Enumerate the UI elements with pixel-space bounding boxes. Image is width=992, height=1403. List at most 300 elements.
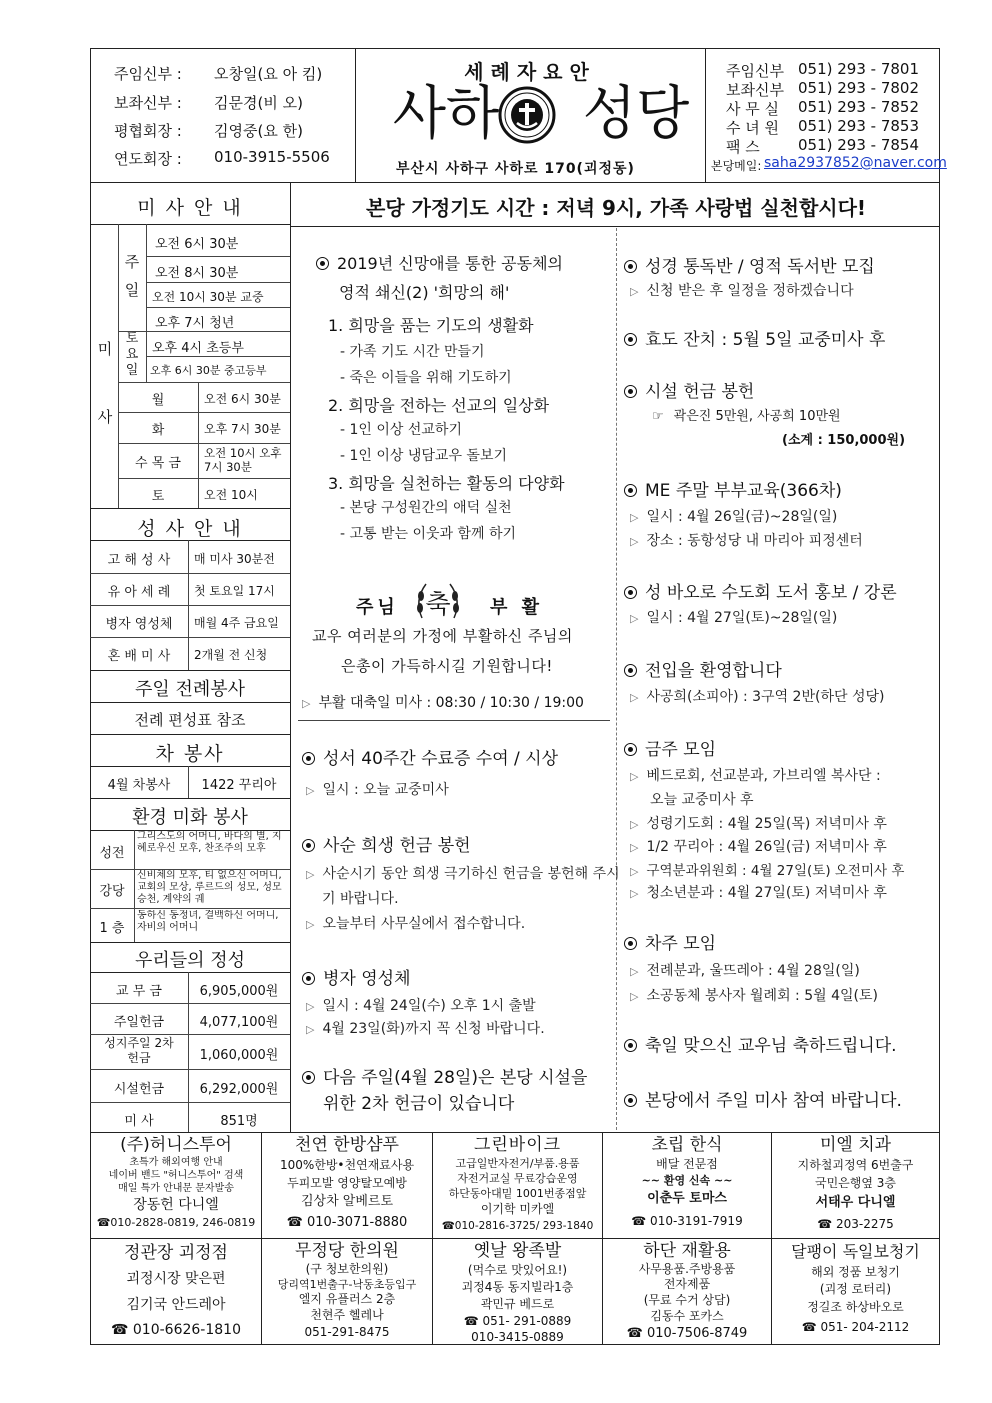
ad-snail-hearing-aid bbox=[772, 1240, 939, 1344]
ad-name: 천연 한방샴푸 bbox=[295, 1135, 399, 1155]
welcome-text: 전입을 환영합니다 bbox=[645, 661, 782, 681]
weekday-time: 오전 6시 30분 bbox=[204, 392, 281, 406]
bible-group-text: 성경 통독반 / 영적 독서반 모집 bbox=[645, 257, 875, 277]
offering-value: 6,292,000원 bbox=[199, 1082, 279, 1097]
sick-detail-text: 일시 : 4월 24일(수) 오후 1시 출발 bbox=[322, 998, 536, 1014]
me-title bbox=[624, 476, 842, 501]
saturday-mass-time: 오후 4시 초등부 bbox=[152, 341, 244, 356]
ad-person: 서태우 다니엘 bbox=[815, 1195, 896, 1210]
sacrament-value: 매월 4주 금요일 bbox=[194, 616, 279, 630]
email-label: 본당메일: bbox=[711, 159, 762, 173]
line bbox=[90, 766, 290, 767]
offering-name: 교 무 금 bbox=[116, 984, 162, 999]
this-week-item-text: 성령기도회 : 4월 25일(목) 저녁미사 후 bbox=[646, 816, 887, 832]
ad-name: 하단 재활용 bbox=[643, 1241, 731, 1261]
line bbox=[90, 224, 290, 225]
easter-mass-text: 부활 대축일 미사 : 08:30 / 10:30 / 19:00 bbox=[318, 695, 584, 711]
staff-role: 보좌신부 : bbox=[114, 94, 182, 112]
ad-phone: 051-291-8475 bbox=[304, 1325, 390, 1339]
this-week-item-text: 오늘 교중미사 후 bbox=[650, 792, 754, 808]
ad-line: 지하철괴정역 6번출구 bbox=[797, 1158, 914, 1172]
ad-phone: ☎ 010-3071-8880 bbox=[286, 1215, 408, 1230]
sick-detail bbox=[306, 995, 536, 1015]
line bbox=[90, 1102, 290, 1103]
next-week-item bbox=[630, 960, 860, 980]
filial-party-title bbox=[624, 325, 885, 350]
arrow-icon: ▷ bbox=[630, 965, 639, 978]
arrow-icon: ▷ bbox=[630, 818, 639, 831]
church-subtitle: 세례자요안 bbox=[464, 60, 596, 84]
offering-section-title: 우리들의 정성 bbox=[134, 950, 246, 971]
line bbox=[90, 1069, 290, 1070]
next-sunday-notice bbox=[302, 1063, 587, 1088]
line bbox=[134, 830, 135, 942]
bullet-icon bbox=[624, 586, 637, 599]
line bbox=[90, 1003, 290, 1004]
sacrament-name: 고 해 성 사 bbox=[107, 553, 171, 568]
ad-name: 달팽이 독일보청기 bbox=[791, 1242, 920, 1261]
contact-label: 팩 스 bbox=[726, 138, 760, 156]
faith-title-line: 2019년 신망애를 통한 공동체의 bbox=[337, 254, 563, 273]
ad-line: (괴정 로터리) bbox=[819, 1282, 892, 1296]
next-week-item-text: 소공동체 봉사자 월례회 : 5월 4일(토) bbox=[646, 988, 878, 1004]
this-week-title bbox=[624, 735, 716, 760]
weekday-time: 오후 7시 30분 bbox=[204, 422, 281, 436]
welcome-detail-text: 사공희(소피아) : 3구역 2반(하단 성당) bbox=[646, 689, 885, 705]
arrow-icon: ▷ bbox=[630, 887, 639, 900]
ads-middle-line bbox=[90, 1238, 940, 1239]
line bbox=[90, 908, 290, 909]
this-week-item-text: 청소년분과 : 4월 27일(토) 저녁미사 후 bbox=[646, 885, 887, 901]
this-week-item bbox=[630, 836, 887, 856]
ad-miel-dental bbox=[772, 1134, 939, 1238]
feast-day-notice bbox=[624, 1031, 897, 1056]
pointing-hand-icon: ☞ bbox=[652, 409, 664, 424]
ad-green-bike bbox=[433, 1134, 602, 1238]
bullet-icon bbox=[624, 484, 637, 497]
me-detail bbox=[630, 530, 863, 550]
line bbox=[146, 307, 290, 308]
line bbox=[90, 573, 290, 574]
ad-phone: ☎ 051- 204-2112 bbox=[801, 1320, 910, 1334]
line bbox=[146, 256, 290, 257]
staff-name: 김문경(비 오) bbox=[214, 94, 303, 112]
tea-label: 4월 차봉사 bbox=[107, 778, 171, 793]
ad-line: 사무용품.주방용품 bbox=[638, 1262, 736, 1276]
sunday-mass-time: 오전 10시 30분 교중 bbox=[152, 290, 264, 304]
contact-phone: 051) 293 - 7853 bbox=[798, 117, 920, 135]
me-detail bbox=[630, 506, 837, 526]
sacrament-value: 매 미사 30분전 bbox=[194, 552, 275, 566]
facility-offering-text: 시설 헌금 봉헌 bbox=[645, 382, 755, 402]
ad-royal-jokbal bbox=[433, 1240, 602, 1344]
line bbox=[118, 478, 290, 479]
sick-detail bbox=[306, 1018, 545, 1038]
paul-society-detail-text: 일시 : 4월 27일(토)~28일(일) bbox=[646, 610, 838, 626]
ad-person: 김기국 안드레아 bbox=[126, 1297, 226, 1313]
ad-phone: 010-3415-0889 bbox=[471, 1330, 564, 1344]
paul-society-detail bbox=[630, 607, 837, 627]
contact-label: 사 무 실 bbox=[726, 100, 780, 118]
ad-line: 두피모발 영양탈모예방 bbox=[287, 1176, 407, 1190]
bible-award-title bbox=[302, 744, 558, 769]
arrow-icon: ▷ bbox=[630, 285, 639, 298]
facility-offering-detail-text: 곽은진 5만원, 사공희 10만원 bbox=[673, 409, 841, 424]
easter-message: 은총이 가득하시길 기원합니다! bbox=[341, 657, 553, 675]
arrow-icon: ▷ bbox=[630, 770, 639, 783]
contact-phone: 051) 293 - 7852 bbox=[798, 98, 920, 116]
line bbox=[90, 508, 290, 509]
ad-name: 미엘 치과 bbox=[819, 1135, 892, 1155]
bullet-icon bbox=[624, 385, 637, 398]
this-week-item-text: 구역분과위원회 : 4월 27일(토) 오전미사 후 bbox=[646, 863, 905, 879]
bullet-icon bbox=[316, 257, 329, 270]
ad-phone: ☎ 010-6626-1810 bbox=[111, 1322, 241, 1338]
staff-role: 주임신부 : bbox=[114, 65, 182, 83]
next-week-text: 차주 모임 bbox=[645, 934, 717, 954]
bible-award-detail-text: 일시 : 오늘 교중미사 bbox=[322, 782, 449, 798]
lent-detail bbox=[306, 913, 525, 933]
next-sunday-text: 다음 주일(4월 28일)은 본당 시설을 bbox=[323, 1068, 588, 1088]
offering-name: 미 사 bbox=[124, 1114, 154, 1129]
filial-party-text: 효도 잔치 : 5월 5일 교중미사 후 bbox=[645, 330, 886, 350]
saturday-mass-time: 오후 6시 30분 중고등부 bbox=[150, 364, 267, 377]
next-week-item bbox=[630, 985, 878, 1005]
ad-line: 괴정4동 동지빌라1층 bbox=[461, 1280, 574, 1294]
facility-offering-title bbox=[624, 377, 754, 402]
ad-line: ~~ 환영 신속 ~~ bbox=[641, 1174, 733, 1187]
saturday-label: 토요일 bbox=[125, 331, 139, 378]
staff-role: 평협회장 : bbox=[114, 122, 182, 140]
bullet-icon bbox=[302, 752, 315, 765]
bullet-icon bbox=[624, 333, 637, 346]
next-week-title bbox=[624, 929, 716, 954]
ad-person: 김동수 포카스 bbox=[650, 1309, 724, 1323]
next-sunday-text: 위한 2차 헌금이 있습니다 bbox=[323, 1094, 515, 1114]
church-logo bbox=[497, 85, 557, 145]
ad-person: 김상차 알베르토 bbox=[300, 1194, 394, 1209]
ad-person: 이춘두 토마스 bbox=[647, 1191, 727, 1206]
weekday-time: 오전 10시 bbox=[204, 488, 258, 502]
ad-name: 옛날 왕족발 bbox=[473, 1241, 562, 1261]
me-detail-text: 일시 : 4월 26일(금)~28일(일) bbox=[646, 509, 838, 525]
line bbox=[118, 382, 290, 383]
sick-communion-title bbox=[302, 964, 411, 989]
arrow-icon: ▷ bbox=[306, 1023, 315, 1036]
header-bottom-line bbox=[90, 182, 940, 183]
staff-name: 오창일(요 아 킴) bbox=[214, 65, 323, 83]
ad-person: 장동헌 다니엘 bbox=[133, 1197, 219, 1213]
line bbox=[90, 972, 290, 973]
email-link[interactable]: saha2937852@naver.com bbox=[764, 155, 947, 171]
ad-person: 곽민규 베드로 bbox=[480, 1297, 555, 1311]
bullet-icon bbox=[624, 1094, 637, 1107]
sidebar-right-line bbox=[290, 182, 291, 1132]
ad-line: 엘지 유플러스 2층 bbox=[298, 1292, 396, 1306]
line bbox=[90, 637, 290, 638]
mass-section-title: 미 사 안 내 bbox=[137, 197, 243, 219]
easter-mass-times bbox=[302, 692, 584, 712]
ad-line: (먹수로 맛있어요!) bbox=[467, 1263, 568, 1277]
faith-section-title bbox=[316, 251, 563, 274]
weekday-label: 화 bbox=[151, 423, 165, 438]
ad-herbal-shampoo bbox=[262, 1134, 432, 1238]
ad-line: 전자제품 bbox=[663, 1277, 711, 1291]
line bbox=[198, 382, 199, 508]
env-groups: 동하신 동정녀, 결백하신 어머니, 자비의 어머니 bbox=[137, 910, 279, 933]
bible-group-detail-text: 신청 받은 후 일정을 정하겠습니다 bbox=[646, 283, 854, 299]
sacrament-name: 혼 배 미 사 bbox=[107, 649, 171, 664]
ad-chorip-korean-food bbox=[603, 1134, 771, 1238]
faith-item-head: 3. 희망을 실천하는 활동의 다양화 bbox=[328, 474, 565, 493]
ad-line: 네이버 밴드 "허니스투어" 검색 bbox=[108, 1170, 244, 1181]
arrow-icon: ▷ bbox=[630, 990, 639, 1003]
offering-name: 주일헌금 bbox=[113, 1015, 165, 1030]
paul-society-title bbox=[624, 578, 897, 603]
next-week-item-text: 전례분과, 울뜨레아 : 4월 28일(일) bbox=[646, 963, 860, 979]
weekday-label: 수 목 금 bbox=[135, 456, 181, 471]
ad-line: 괴정시장 맞은편 bbox=[126, 1271, 226, 1287]
bible-award-text: 성서 40주간 수료증 수여 / 시상 bbox=[323, 749, 559, 769]
env-groups: 그리스도의 어머니, 바다의 별, 지혜로우신 모후, 찬조주의 모후 bbox=[137, 831, 282, 854]
sick-communion-text: 병자 영성체 bbox=[323, 969, 411, 989]
contact-phone: 051) 293 - 7802 bbox=[798, 79, 920, 97]
lent-title bbox=[302, 831, 471, 856]
bullet-icon bbox=[624, 937, 637, 950]
ad-name: (주)허니스투어 bbox=[120, 1135, 232, 1155]
contact-label: 주임신부 bbox=[726, 62, 784, 80]
sunday-mass-time: 오전 8시 30분 bbox=[155, 266, 239, 281]
attend-mass-text: 본당에서 주일 미사 참여 바랍니다. bbox=[645, 1091, 902, 1111]
faith-item-sub: - 본당 구성원간의 애덕 실천 bbox=[340, 500, 512, 516]
line bbox=[118, 443, 290, 444]
me-title-text: ME 주말 부부교육(366차) bbox=[645, 481, 842, 501]
bullet-icon bbox=[302, 972, 315, 985]
arrow-icon: ▷ bbox=[630, 511, 639, 524]
staff-name: 010-3915-5506 bbox=[214, 148, 330, 166]
arrow-icon: ▷ bbox=[306, 868, 315, 881]
faith-item-sub: - 가족 기도 시간 만들기 bbox=[340, 344, 485, 360]
ad-phone: ☎010-2816-3725/ 293-1840 bbox=[441, 1220, 594, 1232]
tea-section-title: 차 봉사 bbox=[155, 743, 225, 765]
column-divider bbox=[616, 228, 617, 1130]
arrow-icon: ▷ bbox=[306, 784, 315, 797]
arrow-icon: ▷ bbox=[630, 865, 639, 878]
line bbox=[90, 540, 290, 541]
liturgy-section-title: 주일 전례봉사 bbox=[134, 679, 246, 700]
faith-item-sub: - 1인 이상 냉담교우 돌보기 bbox=[340, 448, 507, 464]
ad-line: 고급일반자전거/부품.용품 bbox=[455, 1157, 580, 1170]
church-name-left: 사하 bbox=[392, 79, 500, 147]
arrow-icon: ▷ bbox=[630, 535, 639, 548]
lent-detail-text: 오늘부터 사무실에서 접수합니다. bbox=[322, 916, 526, 932]
weekday-label: 월 bbox=[151, 393, 165, 408]
line bbox=[90, 702, 290, 703]
env-place: 강당 bbox=[99, 884, 125, 899]
ad-line: 초특가 해외여행 안내 bbox=[129, 1157, 223, 1168]
liturgy-value: 전례 편성표 참조 bbox=[134, 711, 246, 729]
faith-item-head: 2. 희망을 전하는 선교의 일상화 bbox=[328, 396, 550, 415]
this-week-item-text: 1/2 꾸리아 : 4월 26일(금) 저녁미사 후 bbox=[646, 839, 887, 855]
this-week-item bbox=[630, 813, 887, 833]
ad-line: 당리역1번출구-낙동초등입구 bbox=[277, 1278, 417, 1291]
ad-line: 배달 전문점 bbox=[656, 1157, 718, 1171]
faith-item-sub: - 죽은 이들을 위해 기도하기 bbox=[340, 370, 512, 386]
faith-item-sub: - 고통 받는 이웃과 함께 하기 bbox=[340, 526, 517, 542]
ads-top-line bbox=[90, 1132, 940, 1133]
banner-title: 본당 가정기도 시간 : 저녁 9시, 가족 사랑법 실천합시다! bbox=[365, 196, 867, 220]
ad-phone: ☎ 051- 291-0889 bbox=[463, 1314, 572, 1328]
easter-left: 주님 bbox=[356, 597, 399, 618]
weekday-time: 오전 10시 오후 7시 30분 bbox=[204, 446, 282, 474]
church-address: 부산시 사하구 사하로 170(괴정동) bbox=[396, 161, 635, 177]
ad-person: 천현주 헬레나 bbox=[310, 1308, 384, 1322]
ad-person: 이기학 미카엘 bbox=[480, 1202, 555, 1216]
line bbox=[90, 734, 290, 735]
bible-group-title bbox=[624, 252, 875, 277]
arrow-icon: ▷ bbox=[630, 612, 639, 625]
this-week-text: 금주 모임 bbox=[645, 740, 717, 760]
facility-offering-detail bbox=[652, 405, 841, 424]
bullet-icon bbox=[302, 1071, 315, 1084]
arrow-icon: ▷ bbox=[630, 841, 639, 854]
line bbox=[90, 1034, 290, 1035]
line bbox=[90, 670, 290, 671]
sacrament-value: 첫 토요일 17시 bbox=[194, 584, 275, 598]
offering-name: 성지주일 2차 헌금 bbox=[104, 1036, 174, 1065]
faith-title-line: 영적 쇄신(2) '희망의 해' bbox=[339, 283, 510, 302]
ad-phone: ☎ 203-2275 bbox=[817, 1217, 894, 1231]
easter-center: 축 bbox=[425, 590, 451, 620]
contact-label: 수 녀 원 bbox=[726, 119, 780, 137]
ad-phone: ☎ 010-7506-8749 bbox=[626, 1326, 748, 1341]
mass-vertical-label: 미사 bbox=[97, 340, 113, 426]
ad-line: 자전거교실 무료강습운영 bbox=[457, 1172, 578, 1185]
ad-name: 초립 한식 bbox=[651, 1135, 723, 1155]
env-section-title: 환경 미화 봉사 bbox=[132, 807, 248, 828]
facility-offering-total: (소계 : 150,000원) bbox=[782, 433, 906, 448]
bullet-icon bbox=[302, 839, 315, 852]
this-week-item-text: 베드로회, 선교분과, 가브리엘 복사단 : bbox=[646, 768, 881, 784]
sacrament-section-title: 성 사 안 내 bbox=[137, 518, 243, 540]
line bbox=[90, 942, 290, 943]
sacrament-value: 2개월 전 신청 bbox=[194, 648, 268, 662]
ad-line: 해외 정품 보청기 bbox=[811, 1265, 900, 1279]
line bbox=[146, 356, 290, 357]
env-groups: 신비체의 모후, 티 없으신 어머니, 교회의 모상, 루르드의 성모, 성모 승천, 계약의 궤 bbox=[137, 870, 282, 905]
contact-phone: 051) 293 - 7801 bbox=[798, 60, 920, 78]
lent-detail bbox=[306, 863, 620, 883]
line bbox=[90, 798, 290, 799]
church-name-right: 성당 bbox=[582, 79, 690, 147]
ad-name: 정관장 괴정점 bbox=[124, 1243, 228, 1263]
env-place: 1 층 bbox=[99, 921, 125, 936]
ad-line: (무료 수거 상담) bbox=[643, 1293, 731, 1307]
offering-value: 4,077,100원 bbox=[199, 1015, 279, 1030]
attend-mass-notice bbox=[624, 1086, 902, 1111]
ad-honeys-tour bbox=[91, 1134, 261, 1238]
line bbox=[146, 282, 290, 283]
welcome-title bbox=[624, 656, 782, 681]
easter-message: 교우 여러분의 가정에 부활하신 주님의 bbox=[312, 627, 573, 645]
bible-group-detail bbox=[630, 280, 854, 300]
sunday-mass-time: 오전 6시 30분 bbox=[155, 237, 239, 252]
offering-name: 시설헌금 bbox=[113, 1082, 165, 1097]
banner-bottom-line bbox=[290, 226, 940, 227]
welcome-detail bbox=[630, 686, 884, 706]
lent-title-text: 사순 희생 헌금 봉헌 bbox=[323, 836, 471, 856]
ad-phone: ☎ 010-3191-7919 bbox=[631, 1214, 743, 1228]
staff-role: 연도회장 : bbox=[114, 150, 182, 168]
easter-emblem bbox=[412, 578, 464, 624]
bullet-icon bbox=[624, 664, 637, 677]
sunday-mass-time: 오후 7시 청년 bbox=[155, 316, 235, 331]
tea-value: 1422 꾸리아 bbox=[201, 778, 277, 793]
ad-person: 정길조 하상바오로 bbox=[807, 1300, 904, 1314]
bullet-icon bbox=[624, 1039, 637, 1052]
sacrament-name: 유 아 세 례 bbox=[107, 585, 171, 600]
ad-line: (구 청보한의원) bbox=[305, 1262, 389, 1276]
arrow-icon: ▷ bbox=[302, 697, 311, 710]
ad-hadan-recycle bbox=[603, 1240, 771, 1344]
sunday-label: 주일 bbox=[124, 253, 140, 299]
line bbox=[118, 412, 290, 413]
ad-jeonggwanjang bbox=[91, 1240, 261, 1344]
env-place: 성전 bbox=[99, 846, 125, 861]
arrow-icon: ▷ bbox=[630, 691, 639, 704]
faith-item-head: 1. 희망을 품는 기도의 생활화 bbox=[328, 316, 534, 335]
paul-society-text: 성 바오로 수도회 도서 홍보 / 강론 bbox=[645, 583, 897, 603]
ad-mujeongdang-clinic bbox=[262, 1240, 432, 1344]
arrow-icon: ▷ bbox=[306, 1000, 315, 1013]
line bbox=[118, 331, 290, 332]
ad-name: 그린바이크 bbox=[473, 1135, 562, 1155]
sacrament-name: 병자 영성체 bbox=[105, 617, 173, 632]
ad-phone: ☎010-2828-0819, 246-0819 bbox=[96, 1216, 256, 1229]
ad-line: 국민은행옆 3층 bbox=[814, 1176, 896, 1190]
offering-value: 6,905,000원 bbox=[199, 984, 279, 999]
line bbox=[146, 224, 147, 382]
offering-value: 851명 bbox=[220, 1114, 258, 1129]
ad-line: 하단동아대밑 1001번종점앞 bbox=[448, 1187, 587, 1200]
bullet-icon bbox=[624, 743, 637, 756]
this-week-item bbox=[630, 765, 881, 785]
sick-detail-text: 4월 23일(화)까지 꼭 신청 바랍니다. bbox=[322, 1021, 545, 1037]
arrow-icon: ▷ bbox=[306, 918, 315, 931]
line bbox=[298, 720, 610, 721]
easter-right: 부 활 bbox=[490, 597, 544, 618]
ad-line: 매일 특가 안내문 문자발송 bbox=[118, 1183, 234, 1194]
contact-phone: 051) 293 - 7854 bbox=[798, 136, 920, 154]
me-detail-text: 장소 : 동항성당 내 마리아 피정센터 bbox=[646, 533, 863, 549]
line bbox=[90, 605, 290, 606]
offering-value: 1,060,000원 bbox=[199, 1048, 279, 1063]
this-week-item bbox=[630, 859, 904, 879]
staff-name: 김영중(요 한) bbox=[214, 122, 303, 140]
contact-label: 보좌신부 bbox=[726, 81, 784, 99]
bible-award-detail bbox=[306, 779, 449, 799]
ad-line: 100%한방•천연재료사용 bbox=[279, 1158, 415, 1172]
weekday-label: 토 bbox=[151, 489, 165, 504]
ad-name: 무정당 한의원 bbox=[295, 1241, 399, 1261]
bullet-icon bbox=[624, 260, 637, 273]
faith-item-sub: - 1인 이상 선교하기 bbox=[340, 422, 462, 438]
feast-day-text: 축일 맞으신 교우님 축하드립니다. bbox=[645, 1036, 897, 1056]
lent-detail-text: 기 바랍니다. bbox=[322, 891, 399, 907]
header-divider-right bbox=[705, 48, 706, 182]
lent-detail-text: 사순시기 동안 희생 극기하신 헌금을 봉헌해 주시 bbox=[322, 866, 620, 882]
this-week-item bbox=[630, 882, 887, 902]
